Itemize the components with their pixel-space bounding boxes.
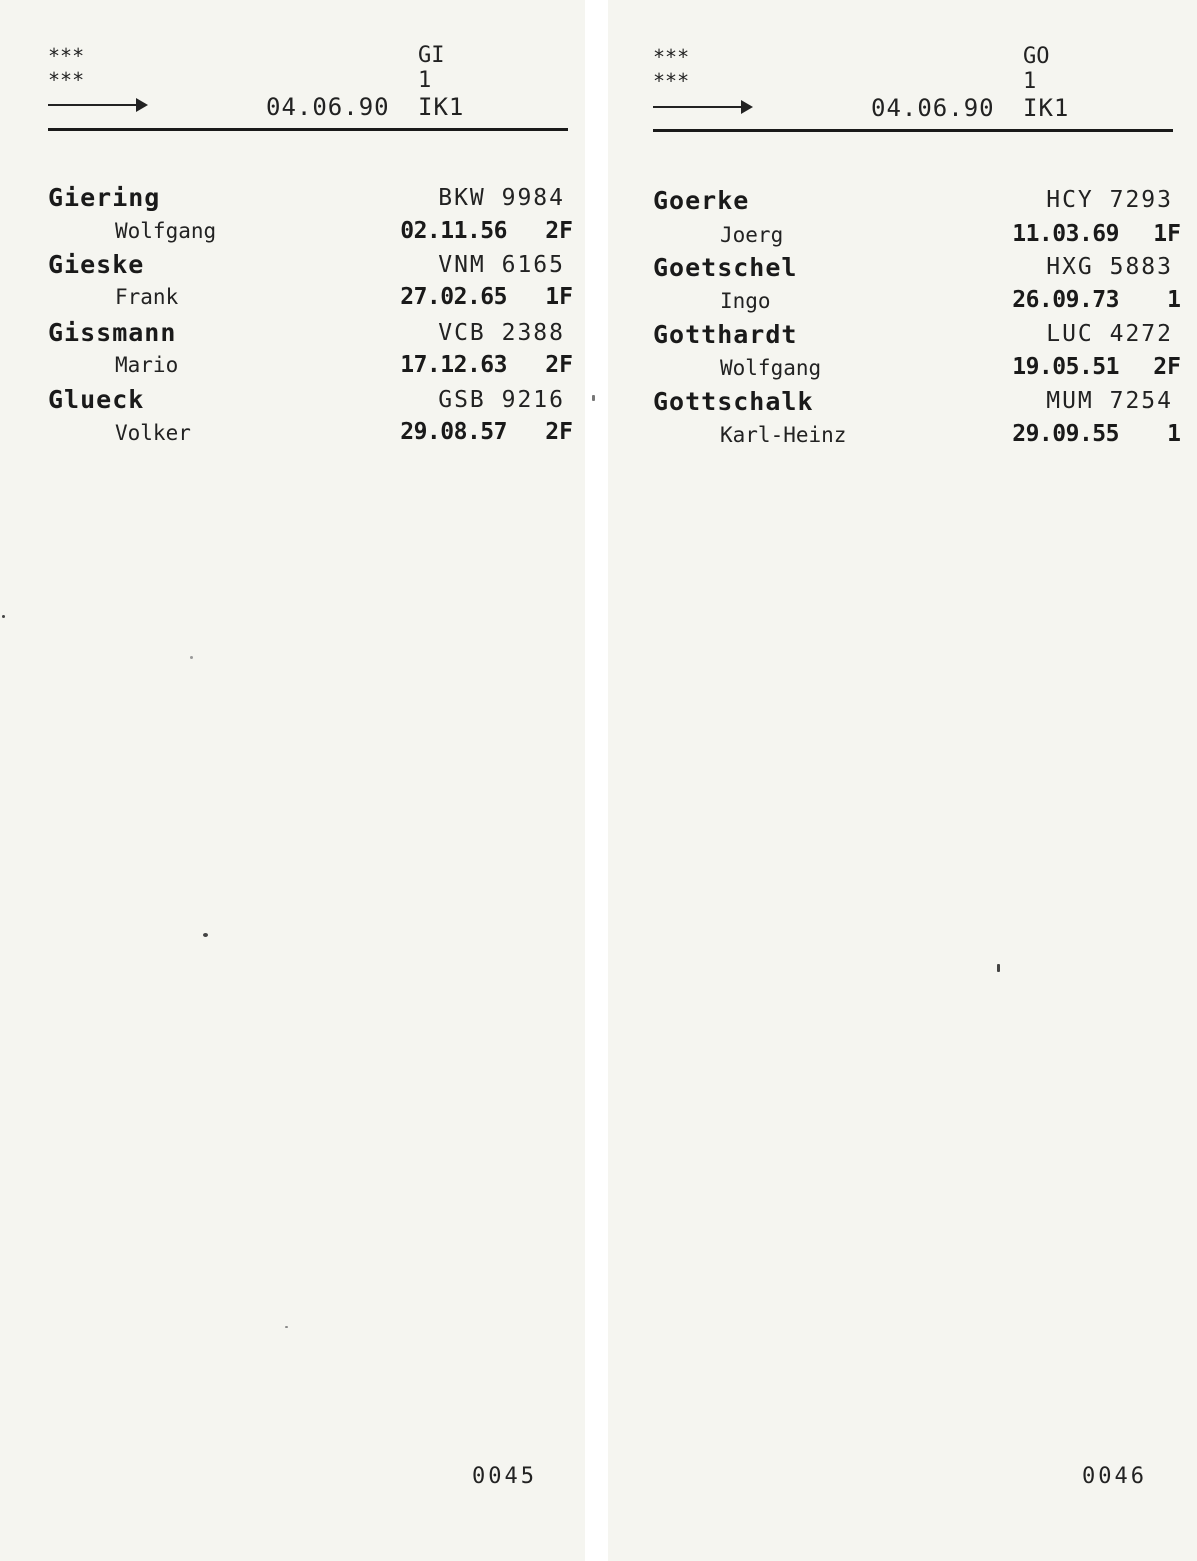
page-number: 0045: [472, 1464, 537, 1489]
entry-code: HXG 5883: [1046, 254, 1173, 280]
header-ref: IK1: [1023, 94, 1070, 122]
header-rule: [653, 129, 1173, 132]
entry-code: VNM 6165: [438, 252, 565, 278]
entry-code: HCY 7293: [1046, 187, 1173, 213]
entry-surname: Goerke: [653, 186, 750, 215]
header-number: 1: [1023, 69, 1037, 94]
header-ref: IK1: [418, 93, 465, 121]
entry-code: BKW 9984: [438, 185, 565, 211]
paper-speck: [190, 656, 193, 659]
paper-speck: [2, 615, 5, 618]
entry-class: 2F: [545, 419, 573, 445]
entry-surname: Gottschalk: [653, 387, 814, 416]
entry-dob: 29.09.55: [1012, 421, 1119, 447]
entry-firstname: Mario: [115, 353, 179, 377]
entry-class: 2F: [545, 352, 573, 378]
entry-surname: Gieske: [48, 250, 145, 279]
entry-surname: Glueck: [48, 385, 145, 414]
entry-code: MUM 7254: [1046, 388, 1173, 414]
arrow-line: [48, 104, 138, 106]
entry-class: 1: [1167, 421, 1181, 447]
entry-firstname: Wolfgang: [115, 219, 217, 243]
entry-class: 1F: [1153, 221, 1181, 247]
paper-speck: [592, 395, 595, 401]
paper-speck: [997, 964, 1000, 972]
header-code: GO: [1023, 44, 1050, 69]
entry-surname: Gotthardt: [653, 320, 798, 349]
entry-dob: 11.03.69: [1012, 221, 1119, 247]
entry-dob: 29.08.57: [400, 419, 507, 445]
entry-class: 2F: [545, 218, 573, 244]
paper-speck: [285, 1326, 288, 1328]
header-stars-line-1: ***: [653, 45, 690, 69]
header-stars-line-2: ***: [653, 69, 690, 93]
entry-dob: 17.12.63: [400, 352, 507, 378]
arrow-head-icon: [136, 98, 148, 112]
entry-code: GSB 9216: [438, 387, 565, 413]
entry-class: 2F: [1153, 354, 1181, 380]
header-code: GI: [418, 43, 445, 68]
entry-firstname: Wolfgang: [720, 356, 822, 380]
paper-speck: [203, 933, 208, 937]
entry-dob: 19.05.51: [1012, 354, 1119, 380]
header-stars-line-2: ***: [48, 68, 85, 92]
entry-class: 1: [1167, 287, 1181, 313]
header-date: 04.06.90: [266, 93, 390, 121]
arrow-head-icon: [741, 100, 753, 114]
header-number: 1: [418, 68, 432, 93]
entry-dob: 26.09.73: [1012, 287, 1119, 313]
arrow-line: [653, 106, 743, 108]
entry-firstname: Volker: [115, 421, 191, 445]
header-rule: [48, 128, 568, 131]
record-card-right: [608, 0, 1197, 1561]
entry-dob: 02.11.56: [400, 218, 507, 244]
entry-firstname: Joerg: [720, 223, 784, 247]
entry-surname: Goetschel: [653, 253, 798, 282]
entry-dob: 27.02.65: [400, 284, 507, 310]
record-card-left: [0, 0, 585, 1561]
entry-surname: Giering: [48, 183, 161, 212]
entry-firstname: Frank: [115, 285, 179, 309]
entry-code: LUC 4272: [1046, 321, 1173, 347]
header-date: 04.06.90: [871, 94, 995, 122]
header-stars-line-1: ***: [48, 44, 85, 68]
entry-code: VCB 2388: [438, 320, 565, 346]
entry-firstname: Karl-Heinz: [720, 423, 847, 447]
entry-firstname: Ingo: [720, 289, 771, 313]
page-number: 0046: [1082, 1464, 1147, 1489]
entry-surname: Gissmann: [48, 318, 177, 347]
entry-class: 1F: [545, 284, 573, 310]
